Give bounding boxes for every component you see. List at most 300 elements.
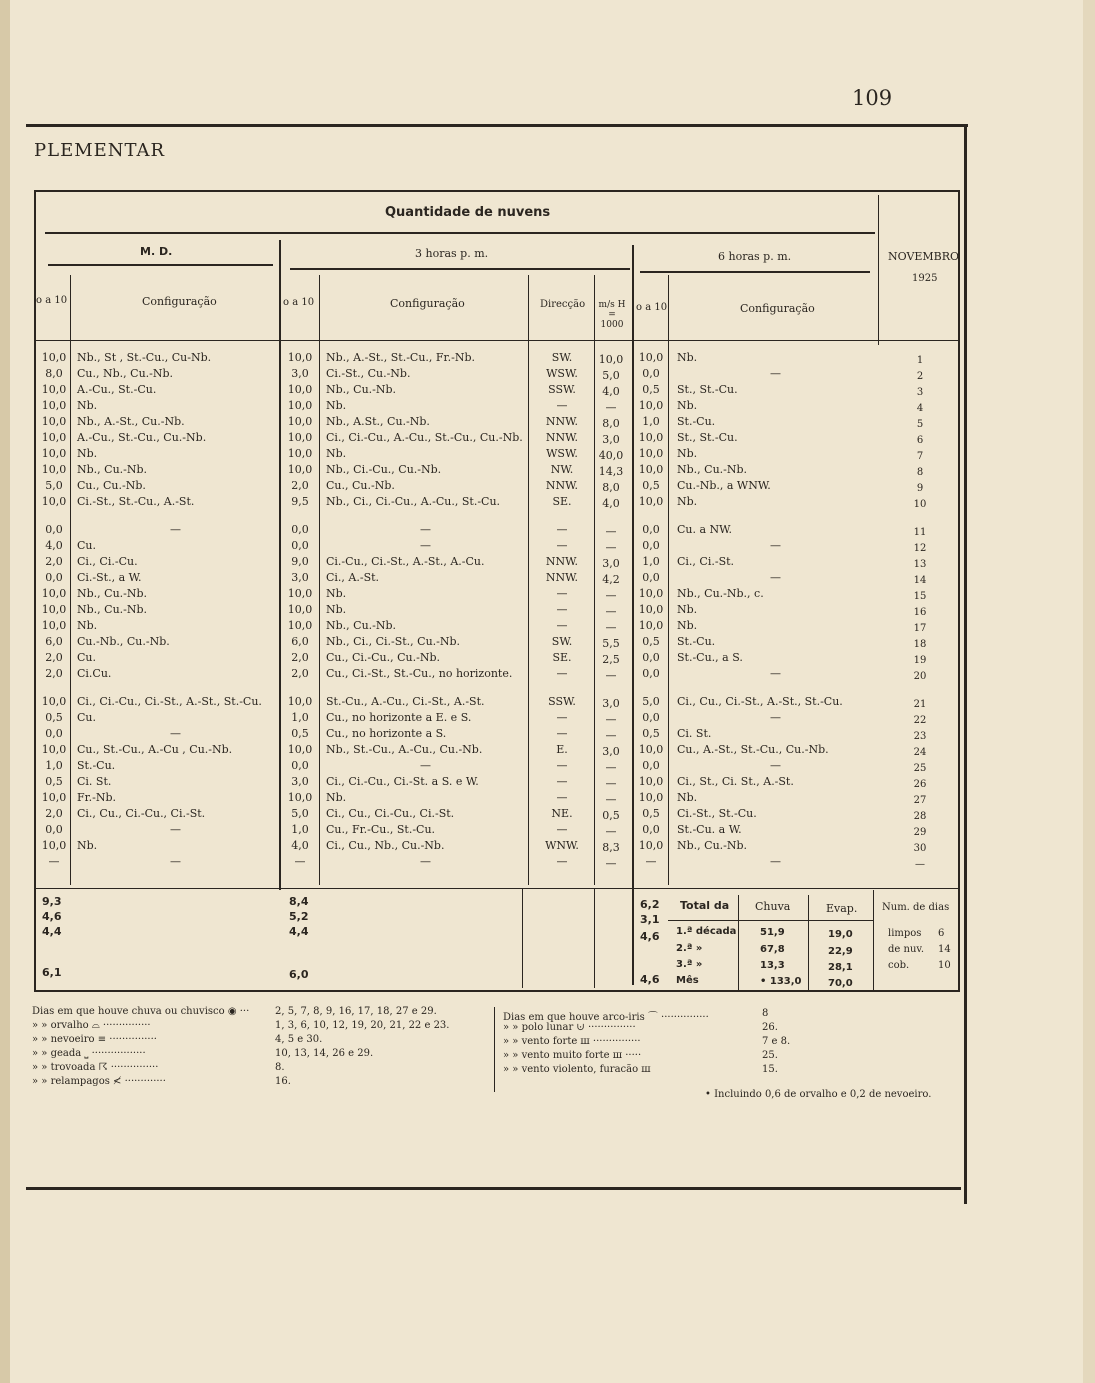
h6-configuration: Nb. <box>677 495 698 508</box>
summary-divider <box>808 895 809 990</box>
speed: — <box>605 401 617 414</box>
md-configuration: Ci. St. <box>77 775 112 788</box>
summary-rule <box>36 888 959 889</box>
direction: — <box>556 399 568 412</box>
h3-quantity: 2,0 <box>291 651 309 664</box>
h6-configuration: St.-Cu., a S. <box>677 651 743 664</box>
h6-quantity: 10,0 <box>638 399 664 412</box>
h3-configuration: Nb., St.-Cu., A.-Cu., Cu.-Nb. <box>326 743 483 756</box>
md-quantity: 10,0 <box>41 431 67 444</box>
direction: — <box>556 619 568 632</box>
md-quantity: 4,0 <box>45 539 63 552</box>
h6-swash <box>640 271 870 273</box>
md-configuration: Ci.Cu. <box>77 667 112 680</box>
page-bottom-rule <box>26 1187 961 1190</box>
direction: WNW. <box>545 839 579 852</box>
direction: NNW. <box>545 571 579 584</box>
direction: — <box>556 587 568 600</box>
day-number: 29 <box>913 827 927 838</box>
h3-quantity: 3,0 <box>291 571 309 584</box>
summary-chuva-value: 67,8 <box>760 944 785 955</box>
day-number: 21 <box>913 699 927 710</box>
h3-quantity: 10,0 <box>287 447 313 460</box>
md-configuration: Cu. <box>77 651 96 664</box>
note-left-label: » » orvalho ⌓ ··············· <box>32 1020 151 1031</box>
header-year: 1925 <box>912 273 938 284</box>
direction: — <box>556 667 568 680</box>
summary-chuva-value: 13,3 <box>760 960 785 971</box>
md-quantity: 10,0 <box>41 743 67 756</box>
h3-configuration: Cu., Ci.-St., St.-Cu., no horizonte. <box>326 667 513 680</box>
summary-header-rule <box>668 920 873 921</box>
direction: SE. <box>552 651 572 664</box>
note-right-days: 7 e 8. <box>762 1036 791 1047</box>
day-number: 27 <box>913 795 927 806</box>
speed: 14,3 <box>598 465 624 478</box>
h6-configuration: — <box>770 855 781 868</box>
h3-configuration: Ci., Cu., Ci.-Cu., Ci.-St. <box>326 807 455 820</box>
summary-evap-value: 28,1 <box>828 962 853 973</box>
note-right-days: 15. <box>762 1064 778 1075</box>
note-left-label: » » trovoada ☈ ··············· <box>32 1062 159 1073</box>
h3-quantity: 10,0 <box>287 399 313 412</box>
md-quantity: 10,0 <box>41 619 67 632</box>
h3-configuration: — <box>420 759 431 772</box>
h6-quantity: 0,0 <box>642 367 660 380</box>
h3-quantity: 4,0 <box>291 839 309 852</box>
md-scale-header: o a 10 <box>36 295 68 306</box>
day-number: 20 <box>913 671 927 682</box>
md-configuration: — <box>170 727 181 740</box>
speed: 3,0 <box>602 697 620 710</box>
h3-configuration: — <box>420 855 431 868</box>
day-number: 28 <box>913 811 927 822</box>
note-right-days: 26. <box>762 1022 778 1033</box>
h6-quantity: 1,0 <box>642 415 660 428</box>
summary-divider <box>522 888 523 988</box>
md-quantity: 10,0 <box>41 495 67 508</box>
speed: — <box>605 777 617 790</box>
num-dias-label: Num. de dias <box>882 902 950 913</box>
h3-configuration: Nb., Ci., Ci.-St., Cu.-Nb. <box>326 635 461 648</box>
h6-scale-header: o a 10 <box>636 302 668 313</box>
md-quantity: 10,0 <box>41 351 67 364</box>
h3-quantity: 3,0 <box>291 367 309 380</box>
md-quantity: 10,0 <box>41 839 67 852</box>
md-configuration: Cu. <box>77 539 96 552</box>
md-quantity: 10,0 <box>41 399 67 412</box>
speed: — <box>605 825 617 838</box>
day-number: 25 <box>913 763 927 774</box>
direction: SSW. <box>548 383 576 396</box>
h6-configuration: — <box>770 759 781 772</box>
h3-configuration: Nb., A.St., Cu.-Nb. <box>326 415 430 428</box>
md-configuration: A.-Cu., St.-Cu. <box>77 383 157 396</box>
h6-configuration: — <box>770 571 781 584</box>
md-configuration: Ci.-St., St.-Cu., A.-St. <box>77 495 195 508</box>
num-dias-item-value: 10 <box>938 960 951 971</box>
h3-swash <box>290 268 630 270</box>
h6-configuration: — <box>770 711 781 724</box>
md-configuration: — <box>170 523 181 536</box>
h6-quantity: 5,0 <box>642 695 660 708</box>
md-configuration: Fr.-Nb. <box>77 791 117 804</box>
md-configuration: Nb. <box>77 619 98 632</box>
h3-configuration: — <box>420 523 431 536</box>
md-configuration: Nb., Cu.-Nb. <box>77 587 148 600</box>
day-number: 1 <box>916 355 924 366</box>
right-rule <box>964 124 967 1204</box>
direction: SW. <box>551 635 573 648</box>
direction: NNW. <box>545 555 579 568</box>
md-configuration: Nb., Cu.-Nb. <box>77 603 148 616</box>
direction: — <box>556 759 568 772</box>
speed: 3,0 <box>602 557 620 570</box>
h6-configuration: Nb. <box>677 399 698 412</box>
h6-quantity: 10,0 <box>638 743 664 756</box>
day-number: 9 <box>916 483 924 494</box>
direction: — <box>556 523 568 536</box>
header-month: NOVEMBRO <box>888 250 960 263</box>
summary-period-label: Mês <box>676 975 699 986</box>
evap-label: Evap. <box>826 902 858 915</box>
h3-configuration: — <box>420 539 431 552</box>
md-quantity: 10,0 <box>41 383 67 396</box>
table-right-rule <box>958 190 960 990</box>
h6-configuration: St.-Cu. a W. <box>677 823 742 836</box>
footnote: • Incluindo 0,6 de orvalho e 0,2 de nevoeiro. <box>705 1089 932 1100</box>
h6-quantity: 0,5 <box>642 383 660 396</box>
md-summary-2: 4,6 <box>42 910 62 923</box>
h6-quantity: 10,0 <box>638 791 664 804</box>
day-number: 2 <box>916 371 924 382</box>
md-quantity: — <box>48 855 60 868</box>
h6-configuration: Nb. <box>677 447 698 460</box>
h3-configuration: Ci., Ci.-Cu., Ci.-St. a S. e W. <box>326 775 479 788</box>
speed: 40,0 <box>598 449 624 462</box>
h3-quantity: 10,0 <box>287 743 313 756</box>
h3-quantity: 10,0 <box>287 415 313 428</box>
summary-evap-value: 19,0 <box>828 929 853 940</box>
md-configuration: Nb., A.-St., Cu.-Nb. <box>77 415 185 428</box>
h6-quantity: 0,0 <box>642 539 660 552</box>
h3-configuration: St.-Cu., A.-Cu., Ci.-St., A.-St. <box>326 695 485 708</box>
md-configuration: Nb. <box>77 399 98 412</box>
header-swash <box>45 232 875 234</box>
h3-quantity: 0,0 <box>291 523 309 536</box>
speed-header: m/s H = 1000 <box>598 300 626 330</box>
h6-quantity: — <box>645 855 657 868</box>
h6-quantity: 10,0 <box>638 775 664 788</box>
h6-configuration: Ci., St., Ci. St., A.-St. <box>677 775 794 788</box>
h6-configuration: Ci., Cu., Ci.-St., A.-St., St.-Cu. <box>677 695 843 708</box>
direction: NNW. <box>545 479 579 492</box>
day-number: 12 <box>913 543 927 554</box>
num-dias-item-value: 14 <box>938 944 951 955</box>
page-binding-edge <box>0 0 10 1383</box>
note-right-days: 8 <box>762 1008 769 1019</box>
h6-configuration: — <box>770 367 781 380</box>
day-number: 24 <box>913 747 927 758</box>
h3-configuration: Ci., Ci.-Cu., A.-Cu., St.-Cu., Cu.-Nb. <box>326 431 523 444</box>
note-left-label: » » nevoeiro ≡ ··············· <box>32 1034 157 1045</box>
page-number: 109 <box>852 86 893 110</box>
md-configuration: Nb., St , St.-Cu., Cu-Nb. <box>77 351 212 364</box>
md-configuration: Ci., Cu., Ci.-Cu., Ci.-St. <box>77 807 206 820</box>
day-number: 16 <box>913 607 927 618</box>
day-number: 7 <box>916 451 924 462</box>
h3-quantity: 10,0 <box>287 695 313 708</box>
h6-quantity: 0,5 <box>642 727 660 740</box>
day-number: 11 <box>913 527 927 538</box>
day-number: 13 <box>913 559 927 570</box>
speed: — <box>605 621 617 634</box>
chuva-label: Chuva <box>755 900 791 913</box>
md-quantity: 10,0 <box>41 415 67 428</box>
h6-configuration: St.-Cu. <box>677 635 716 648</box>
h3-configuration: Nb., Cu.-Nb. <box>326 619 397 632</box>
md-configuration: A.-Cu., St.-Cu., Cu.-Nb. <box>77 431 207 444</box>
h6-quantity: 10,0 <box>638 463 664 476</box>
day-number: 15 <box>913 591 927 602</box>
h3-configuration: Nb., Ci., Ci.-Cu., A.-Cu., St.-Cu. <box>326 495 501 508</box>
md-quantity: 0,0 <box>45 571 63 584</box>
h6-configuration: Nb., Cu.-Nb., c. <box>677 587 764 600</box>
h3-summary-2: 5,2 <box>289 910 309 923</box>
md-quantity: 5,0 <box>45 479 63 492</box>
md-quantity: 2,0 <box>45 807 63 820</box>
h3-configuration: Nb. <box>326 791 347 804</box>
note-left-days: 8. <box>275 1062 285 1073</box>
day-number: 17 <box>913 623 927 634</box>
md-summary-month: 6,1 <box>42 966 62 979</box>
day-number: 8 <box>916 467 924 478</box>
day-number: 23 <box>913 731 927 742</box>
speed: 5,5 <box>602 637 620 650</box>
day-number: 5 <box>916 419 924 430</box>
h6-configuration: Nb. <box>677 619 698 632</box>
note-right-label: » » vento violento, furacão ш <box>503 1064 651 1075</box>
summary-divider <box>738 895 739 990</box>
h6-configuration: — <box>770 667 781 680</box>
h3-configuration: Cu., no horizonte a E. e S. <box>326 711 472 724</box>
h6-configuration: St., St.-Cu. <box>677 383 738 396</box>
h3-quantity: 1,0 <box>291 711 309 724</box>
h6-quantity: 10,0 <box>638 619 664 632</box>
speed: — <box>605 669 617 682</box>
md-quantity: 0,0 <box>45 727 63 740</box>
direction: WSW. <box>546 447 578 460</box>
summary-chuva-value: 51,9 <box>760 927 785 938</box>
md-quantity: 6,0 <box>45 635 63 648</box>
md-configuration: Cu., St.-Cu., A.-Cu , Cu.-Nb. <box>77 743 233 756</box>
h6-configuration: Ci. St. <box>677 727 712 740</box>
page-title: PLEMENTAR <box>34 140 166 161</box>
speed: 4,0 <box>602 385 620 398</box>
h3-configuration: Cu., Ci.-Cu., Cu.-Nb. <box>326 651 441 664</box>
speed: — <box>605 525 617 538</box>
md-configuration: Cu., Cu.-Nb. <box>77 479 146 492</box>
md-quantity: 8,0 <box>45 367 63 380</box>
h3-configuration: Ci., Cu., Nb., Cu.-Nb. <box>326 839 445 852</box>
h3-summary-month: 6,0 <box>289 968 309 981</box>
h3-configuration: Nb., Cu.-Nb. <box>326 383 397 396</box>
md-quantity: 10,0 <box>41 791 67 804</box>
h3-summary-1: 8,4 <box>289 895 309 908</box>
h3-quantity: 10,0 <box>287 383 313 396</box>
md-quantity: 2,0 <box>45 667 63 680</box>
md-config-header: Configuração <box>142 295 217 308</box>
h6-configuration: Cu. a NW. <box>677 523 733 536</box>
h6-configuration: Cu.-Nb., a WNW. <box>677 479 771 492</box>
h3-configuration: Nb. <box>326 587 347 600</box>
h3-quantity: 9,0 <box>291 555 309 568</box>
direction: SW. <box>551 351 573 364</box>
h6-configuration: St., St.-Cu. <box>677 431 738 444</box>
h6-summary-3: 4,6 <box>640 930 660 943</box>
md-quantity: 10,0 <box>41 463 67 476</box>
md-configuration: Ci., Ci.-Cu., Ci.-St., A.-St., St.-Cu. <box>77 695 262 708</box>
h6-quantity: 10,0 <box>638 495 664 508</box>
summary-divider <box>873 890 874 990</box>
h6-quantity: 0,0 <box>642 759 660 772</box>
speed: — <box>605 541 617 554</box>
md-quantity: 10,0 <box>41 603 67 616</box>
h3-summary-3: 4,4 <box>289 925 309 938</box>
note-left-days: 16. <box>275 1076 291 1087</box>
md-quantity: 10,0 <box>41 587 67 600</box>
speed: 8,0 <box>602 481 620 494</box>
direction: — <box>556 855 568 868</box>
summary-evap-value: 22,9 <box>828 946 853 957</box>
h3-config-header: Configuração <box>390 297 465 310</box>
md-configuration: Cu., Nb., Cu.-Nb. <box>77 367 174 380</box>
h3-configuration: Nb. <box>326 399 347 412</box>
h3-quantity: 0,5 <box>291 727 309 740</box>
note-left-label: » » relampagos ≮ ············· <box>32 1076 166 1087</box>
summary-chuva-value: • 133,0 <box>760 976 802 987</box>
h6-configuration: Cu., A.-St., St.-Cu., Cu.-Nb. <box>677 743 829 756</box>
header-3h: 3 horas p. m. <box>415 247 489 260</box>
speed: 8,0 <box>602 417 620 430</box>
md-quantity: 2,0 <box>45 651 63 664</box>
day-number: 4 <box>916 403 924 414</box>
md-quantity: 10,0 <box>41 695 67 708</box>
direction: — <box>556 791 568 804</box>
h3-quantity: 5,0 <box>291 807 309 820</box>
num-dias-item-value: 6 <box>938 928 945 939</box>
speed: — <box>605 761 617 774</box>
day-number: 14 <box>913 575 927 586</box>
header-main: Quantidade de nuvens <box>385 205 551 220</box>
num-dias-item-label: de nuv. <box>888 944 925 955</box>
md-quantity: 0,0 <box>45 823 63 836</box>
h6-quantity: 0,0 <box>642 571 660 584</box>
direction: NNW. <box>545 431 579 444</box>
md-configuration: Nb., Cu.-Nb. <box>77 463 148 476</box>
note-right-label: Dias em que houve arco-iris ⌒ ··············· <box>503 1012 709 1023</box>
h6-configuration: Nb., Cu.-Nb. <box>677 839 748 852</box>
day-number: 30 <box>913 843 927 854</box>
note-left-label: » » geada ⎵ ················· <box>32 1048 146 1059</box>
col-divider <box>594 275 595 885</box>
h6-quantity: 0,5 <box>642 807 660 820</box>
h6-configuration: Ci.-St., St.-Cu. <box>677 807 757 820</box>
h6-configuration: Ci., Ci.-St. <box>677 555 735 568</box>
h6-configuration: Nb., Cu.-Nb. <box>677 463 748 476</box>
speed: 3,0 <box>602 745 620 758</box>
md-quantity: 0,5 <box>45 775 63 788</box>
header-6h: 6 horas p. m. <box>718 250 792 263</box>
direction: NW. <box>550 463 574 476</box>
day-number: 6 <box>916 435 924 446</box>
direction: — <box>556 711 568 724</box>
note-right-label: » » vento muito forte ш ····· <box>503 1050 642 1061</box>
h6-config-header: Configuração <box>740 302 815 315</box>
speed: 0,5 <box>602 809 620 822</box>
col-divider <box>319 275 320 885</box>
h3-quantity: 1,0 <box>291 823 309 836</box>
h3-quantity: 10,0 <box>287 463 313 476</box>
speed: 5,0 <box>602 369 620 382</box>
h3-configuration: Cu., Fr.-Cu., St.-Cu. <box>326 823 436 836</box>
speed: — <box>605 589 617 602</box>
num-dias-item-label: limpos <box>888 928 922 939</box>
h3-quantity: 2,0 <box>291 479 309 492</box>
speed: 2,5 <box>602 653 620 666</box>
note-right-label: » » polo lunar ⊍ ··············· <box>503 1022 636 1033</box>
note-left-label: Dias em que houve chuva ou chuvisco ◉ ··· <box>32 1006 250 1017</box>
md-summary-3: 4,4 <box>42 925 62 938</box>
h6-quantity: 0,0 <box>642 523 660 536</box>
summary-divider <box>594 888 595 988</box>
h3-quantity: 0,0 <box>291 759 309 772</box>
h6-quantity: 0,5 <box>642 479 660 492</box>
h6-configuration: Nb. <box>677 791 698 804</box>
h3-quantity: 10,0 <box>287 431 313 444</box>
h3-scale-header: o a 10 <box>283 297 315 308</box>
h3-quantity: 6,0 <box>291 635 309 648</box>
table-bottom-rule <box>34 990 960 992</box>
speed: 8,3 <box>602 841 620 854</box>
md-quantity: 2,0 <box>45 555 63 568</box>
h6-quantity: 0,0 <box>642 667 660 680</box>
h3-quantity: 10,0 <box>287 603 313 616</box>
h6-quantity: 0,0 <box>642 711 660 724</box>
note-right-days: 25. <box>762 1050 778 1061</box>
h6-configuration: Nb. <box>677 603 698 616</box>
page-right-edge <box>1083 0 1095 1383</box>
day-number: 10 <box>913 499 927 510</box>
speed: — <box>605 857 617 870</box>
h6-quantity: 10,0 <box>638 447 664 460</box>
speed: — <box>605 729 617 742</box>
h3-configuration: Cu., Cu.-Nb. <box>326 479 395 492</box>
direction: WSW. <box>546 367 578 380</box>
md-configuration: Nb. <box>77 839 98 852</box>
md-configuration: St.-Cu. <box>77 759 116 772</box>
h6-quantity: 0,5 <box>642 635 660 648</box>
h3-configuration: Cu., no horizonte a S. <box>326 727 447 740</box>
h6-configuration: St.-Cu. <box>677 415 716 428</box>
h3-configuration: Nb., Ci.-Cu., Cu.-Nb. <box>326 463 442 476</box>
direction: — <box>556 539 568 552</box>
note-left-days: 10, 13, 14, 26 e 29. <box>275 1048 374 1059</box>
direction: NNW. <box>545 415 579 428</box>
h6-quantity: 10,0 <box>638 431 664 444</box>
col-divider <box>528 275 529 885</box>
note-left-days: 4, 5 e 30. <box>275 1034 323 1045</box>
